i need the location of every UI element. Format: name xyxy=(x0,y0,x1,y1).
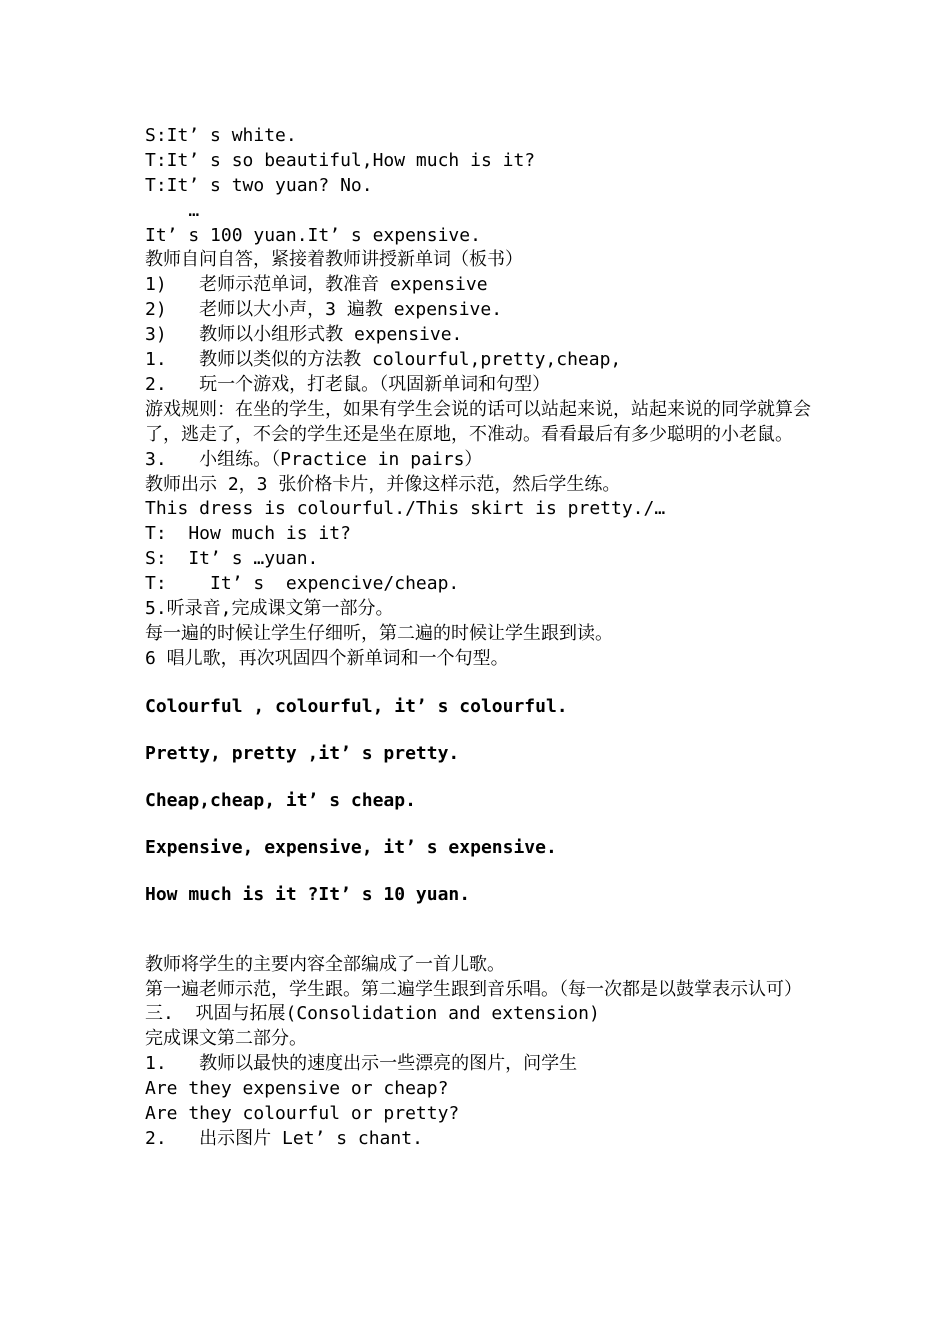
text-line: 6 唱儿歌，再次巩固四个新单词和一个句型。 xyxy=(145,647,509,669)
document-page xyxy=(145,124,825,1152)
list-item: 3) 教师以小组形式教 expensive. xyxy=(145,324,463,346)
chant-line: How much is it ?It’ s 10 yuan. xyxy=(145,883,471,905)
ellipsis-line: … xyxy=(145,199,200,221)
follow-paragraph: 第一遍老师示范，学生跟。第二遍学生跟到音乐唱。（每一次都是以鼓掌表示认可） xyxy=(145,978,802,1000)
text-line: 教师将学生的主要内容全部编成了一首儿歌。 xyxy=(145,953,505,975)
list-item: 1) 老师示范单词，教准音 expensive xyxy=(145,274,488,296)
chant-line: Expensive, expensive, it’ s expensive. xyxy=(145,836,557,858)
dialogue-line: T:It’ s so beautiful,How much is it? xyxy=(145,149,536,171)
dialogue-line: S:It’ s white. xyxy=(145,125,297,146)
dialogue-line: It’ s 100 yuan.It’ s expensive. xyxy=(145,224,481,246)
list-item: 3. 小组练。（Practice in pairs） xyxy=(145,448,483,470)
dialogue-line: This dress is colourful./This skirt is pretty./… xyxy=(145,498,666,520)
section-heading: 三. 巩固与拓展(Consolidation and extension) xyxy=(145,1003,600,1025)
text-line: 教师自问自答，紧接着教师讲授新单词（板书） xyxy=(145,249,523,271)
text-line: 每一遍的时候让学生仔细听，第二遍的时候让学生跟到读。 xyxy=(145,622,613,644)
game-rule-paragraph: 游戏规则：在坐的学生，如果有学生会说的话可以站起来说，站起来说的同学就算会了，逃走了，不会的学生还是坐在原地，不准动。看看最后有多少聪明的小老鼠。 xyxy=(145,398,811,445)
spacer xyxy=(145,907,825,953)
spacer xyxy=(145,719,825,741)
text-line: 5.听录音,完成课文第一部分。 xyxy=(145,597,394,619)
dialogue-line: Are they expensive or cheap? xyxy=(145,1078,449,1100)
list-item: 2. 玩一个游戏，打老鼠。（巩固新单词和句型） xyxy=(145,373,551,395)
list-item: 2) 老师以大小声，3 遍教 expensive. xyxy=(145,299,503,321)
text-line: 完成课文第二部分。 xyxy=(145,1028,307,1050)
list-item: 1. 教师以类似的方法教 colourful,pretty,cheap, xyxy=(145,349,622,371)
dialogue-line: S: It’ s …yuan. xyxy=(145,548,319,570)
dialogue-line: T:It’ s two yuan? No. xyxy=(145,174,373,196)
chant-line: Colourful , colourful, it’ s colourful. xyxy=(145,695,568,717)
dialogue-line: T: It’ s expencive/cheap. xyxy=(145,573,460,595)
chant-line: Pretty, pretty ,it’ s pretty. xyxy=(145,742,460,764)
list-item: 1. 教师以最快的速度出示一些漂亮的图片，问学生 xyxy=(145,1053,578,1075)
dialogue-line: T: How much is it? xyxy=(145,523,351,545)
spacer xyxy=(145,672,825,694)
chant-line: Cheap,cheap, it’ s cheap. xyxy=(145,789,416,811)
text-line: 教师出示 2，3 张价格卡片，并像这样示范，然后学生练。 xyxy=(145,473,621,495)
spacer xyxy=(145,860,825,882)
spacer xyxy=(145,766,825,788)
list-item: 2. 出示图片 Let’ s chant. xyxy=(145,1127,423,1149)
spacer xyxy=(145,813,825,835)
dialogue-line: Are they colourful or pretty? xyxy=(145,1102,460,1124)
